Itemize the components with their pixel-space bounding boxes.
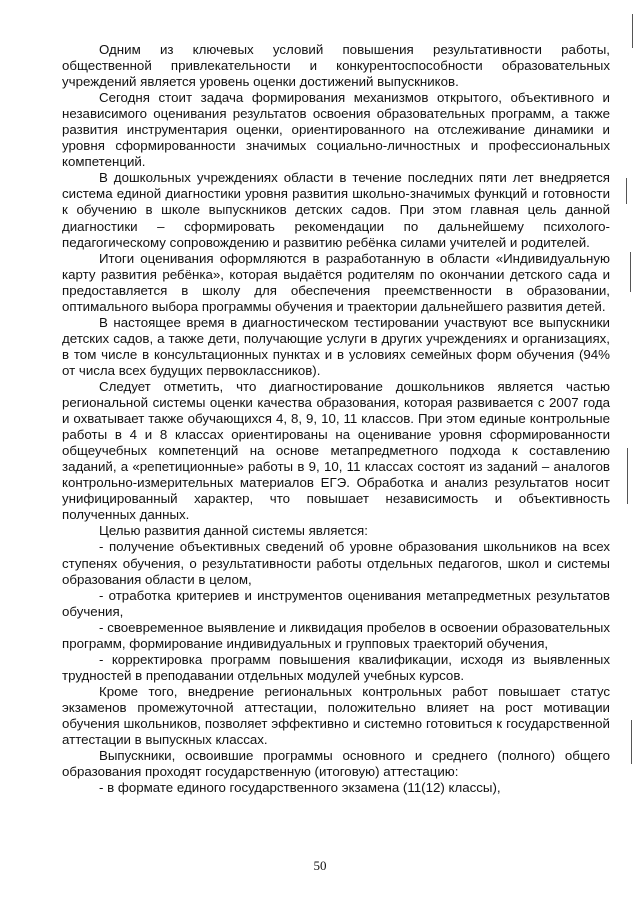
paragraph-8: Кроме того, внедрение региональных контрольных работ повышает статус экзаменов промежуточной аттестации, положительно влияет на рост мотивации обучения школьников, позволяет эффективно и системно готовиться к государственной аттестации в выпускных классах. <box>62 683 610 748</box>
scan-artifact <box>626 178 627 204</box>
list-item-2: - отработка критериев и инструментов оценивания метапредметных результатов обучения, <box>62 587 610 619</box>
list-item-1: - получение объективных сведений об уровне образования школьников на всех ступенях обучения, о результативности работы отдельных педагогов, школ и системы образования области в целом, <box>62 539 610 587</box>
paragraph-6: Следует отметить, что диагностирование дошкольников является частью региональной системы оценки качества образования, которая развивается с 2007 года и охватывает также обучающихся 4, 8, 9, 10, 11 классов. При этом единые контрольные работы в 4 и 8 классах ориентированы на оценивание уровня сформированности общеучебных компетенций на основе метапредметного подхода к составлению заданий, а «репетиционные» работы в 9, 10, 11 классах состоят из заданий – аналогов контрольно-измерительных материалов ЕГЭ. Обработка и анализ результатов носит унифицированный характер, что повышает независимость и объективность полученных данных. <box>62 378 610 523</box>
scan-artifact <box>630 252 631 292</box>
paragraph-7: Целью развития данной системы является: <box>99 523 368 539</box>
scan-artifact <box>632 14 633 48</box>
paragraph-3: В дошкольных учреждениях области в течение последних пяти лет внедряется система единой диагностики уровня развития школьно-значимых функций и готовности к обучению в школе выпускников детских садов. При этом главная цель данной диагностики – сформировать рекомендации по дальнейшему психолого-педагогическому сопровождению и развитию ребёнка силами учителей и родителей. <box>62 170 610 250</box>
paragraph-9: Выпускники, освоившие программы основного и среднего (полного) общего образования проходят государственную (итоговую) аттестацию: <box>62 748 610 780</box>
list-item-5: - в формате единого государственного экзамена (11(12) классы), <box>99 780 501 796</box>
list-item-3: - своевременное выявление и ликвидация пробелов в освоении образовательных программ, формирование индивидуальных и групповых траекторий обучения, <box>62 619 610 651</box>
paragraph-2: Сегодня стоит задача формирования механизмов открытого, объективного и независимого оценивания результатов освоения образовательных программ, а также развития инструментария оценки, ориентированного на отслеживание динамики и уровня сформированности значимых социально-личностных и профессиональных компетенций. <box>62 90 610 170</box>
scan-artifact <box>631 720 632 764</box>
page-number: 50 <box>313 858 327 873</box>
paragraph-1: Одним из ключевых условий повышения результативности работы, общественной привлекательности и конкурентоспособности образовательных учреждений является уровень оценки достижений выпускников. <box>62 42 610 90</box>
document-page <box>62 42 610 796</box>
paragraph-5: В настоящее время в диагностическом тестировании участвуют все выпускники детских садов, а также дети, получающие услуги в других учреждениях и организациях, в том числе в консультационных пунктах и в условиях семейных форм обучения (94% от числа всех будущих первоклассников). <box>62 314 610 378</box>
scan-artifact <box>627 448 628 504</box>
list-item-4: - корректировка программ повышения квалификации, исходя из выявленных трудностей в преподавании отдельных модулей учебных курсов. <box>62 651 610 683</box>
paragraph-4: Итоги оценивания оформляются в разработанную в области «Индивидуальную карту развития ребёнка», которая выдаётся родителям по окончании детского сада и предоставляется в школу для обеспечения преемственности в образовании, оптимального выбора программы обучения и траектории дальнейшего развития детей. <box>62 250 610 314</box>
